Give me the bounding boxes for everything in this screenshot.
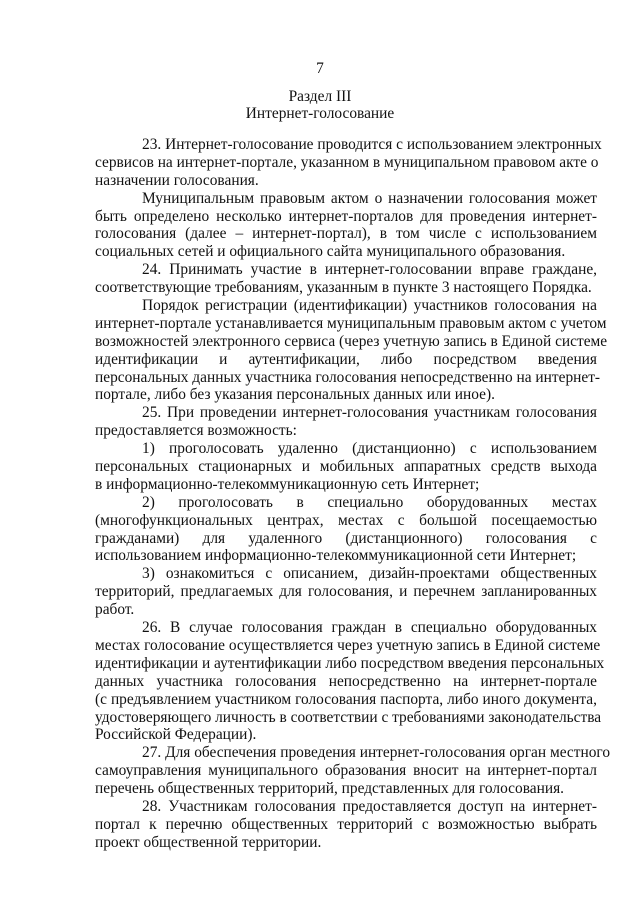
text-line: Порядок регистрации (идентификации) участников голосования на <box>142 297 597 315</box>
paragraph <box>95 440 597 494</box>
text-line: проект общественной территории. <box>95 833 322 851</box>
paragraph <box>95 798 597 852</box>
text-line: 27. Для обеспечения проведения интернет-голосования орган местного <box>142 744 611 762</box>
text-line: возможностей электронного сервиса (через учетную запись в Единой системе <box>95 332 608 350</box>
text-line: удостоверяющего личность в соответствии с требованиями законодательства <box>95 708 602 726</box>
body-text <box>95 136 611 852</box>
text-line: 28. Участникам голосования предоставляется доступ на интернет- <box>142 797 597 815</box>
paragraph <box>95 261 597 297</box>
text-line: самоуправления муниципального образования вносит на интернет-портал <box>95 762 597 780</box>
text-line: в информационно-телекоммуникационную сеть Интернет; <box>95 475 480 493</box>
text-line: сервисов на интернет-портале, указанном в муниципальном правовом акте о <box>95 153 599 171</box>
text-line: Российской Федерации). <box>95 726 257 744</box>
paragraph <box>95 297 608 404</box>
paragraph <box>95 494 597 566</box>
section-subtitle: Интернет-голосование <box>245 105 395 122</box>
paragraph <box>95 744 611 798</box>
text-line: местах голосование осуществляется через учетную запись в Единой системе <box>95 636 601 654</box>
text-line: назначении голосования. <box>95 171 259 189</box>
text-line: Муниципальным правовым актом о назначении голосования может <box>142 189 597 207</box>
text-line: идентификации и аутентификации, либо посредством введения <box>95 350 597 368</box>
text-line: (многофункциональных центрах, местах с большой посещаемостью <box>95 511 597 529</box>
text-line: территорий, предлагаемых для голосования, и перечнем запланированных <box>95 583 597 601</box>
text-line: 2) проголосовать в специально оборудованных местах <box>142 493 597 511</box>
text-line: работ. <box>95 601 135 619</box>
page-number: 7 <box>316 60 324 77</box>
paragraph <box>95 136 602 190</box>
text-line: идентификации и аутентификации либо посредством введения персональных <box>95 654 605 672</box>
paragraph <box>95 404 597 440</box>
text-line: портал к перечню общественных территорий с возможностью выбрать <box>95 815 597 833</box>
text-line: (с предъявлением участником голосования паспорта, либо иного документа, <box>95 690 597 708</box>
section-title: Раздел III <box>288 88 352 105</box>
text-line: соответствующие требованиям, указанным в пункте 3 настоящего Порядка. <box>95 279 592 297</box>
paragraph <box>95 190 597 262</box>
paragraph <box>95 565 597 619</box>
text-line: перечень общественных территорий, представленных для голосования. <box>95 780 565 798</box>
section-heading <box>0 88 640 122</box>
text-line: 25. При проведении интернет-голосования участникам голосования <box>142 404 597 422</box>
text-line: персональных стационарных и мобильных аппаратных средств выхода <box>95 458 597 476</box>
text-line: предоставляется возможность: <box>95 422 297 440</box>
text-line: голосования (далее – интернет-портал), в том числе с использованием <box>95 225 597 243</box>
text-line: 23. Интернет-голосование проводится с использованием электронных <box>142 136 602 153</box>
paragraph <box>95 619 605 744</box>
text-line: интернет-портале устанавливается муниципальным правовым актом с учетом <box>95 314 607 332</box>
text-line: быть определено несколько интернет-порталов для проведения интернет- <box>95 207 597 225</box>
text-line: использованием информационно-телекоммуникационной сети Интернет; <box>95 547 577 565</box>
text-line: 3) ознакомиться с описанием, дизайн-проектами общественных <box>142 565 597 583</box>
text-line: данных участника голосования непосредственно на интернет-портале <box>95 672 597 690</box>
text-line: портале, либо без указания персональных данных или иное). <box>95 386 495 404</box>
text-line: социальных сетей и официального сайта муниципального образования. <box>95 243 566 261</box>
text-line: 1) проголосовать удаленно (дистанционно) с использованием <box>142 440 597 458</box>
text-line: 26. В случае голосования граждан в специально оборудованных <box>142 619 597 637</box>
text-line: гражданами) для удаленного (дистанционного) голосования с <box>95 529 597 547</box>
text-line: 24. Принимать участие в интернет-голосовании вправе граждане, <box>142 261 597 279</box>
text-line: персональных данных участника голосования непосредственно на интернет- <box>95 368 601 386</box>
